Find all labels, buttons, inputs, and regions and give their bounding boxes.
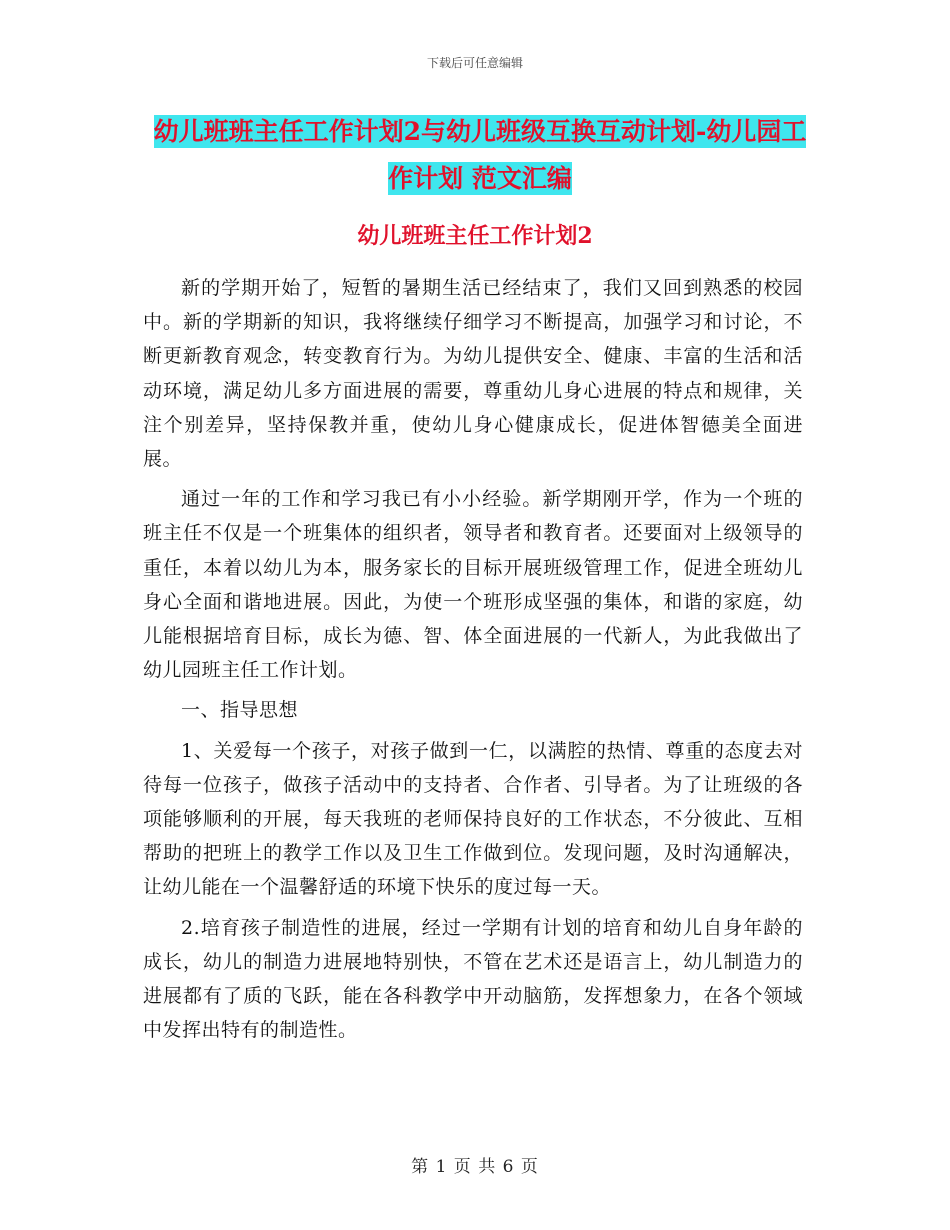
section-title: 幼儿班班主任工作计划2 <box>357 223 593 249</box>
heading-guiding-ideology: 一、指导思想 <box>181 699 299 722</box>
document-body <box>143 271 803 1053</box>
page-number-footer: 第 1 页 共 6 页 <box>411 1157 539 1177</box>
document-title-text: 幼儿班班主任工作计划2与幼儿班级互换互动计划-幼儿园工作计划 范文汇编 <box>153 117 807 193</box>
page-header-note: 下载后可任意编辑 <box>426 56 523 70</box>
paragraph-experience: 通过一年的工作和学习我已有小小经验。新学期刚开学，作为一个班的班主任不仅是一个班集体的组织者，领导者和教育者。还要面对上级领导的重任，本着以幼儿为本，服务家长的目标开展班级管理工作，促进全班幼儿身心全面和谐地进展。因此，为使一个班形成坚强的集体，和谐的家庭，幼儿能根据培育目标，成长为德、智、体全面进展的一代新人，为此我做出了幼儿园班主任工作计划。 <box>143 488 803 682</box>
paragraph-point-1: 1、关爱每一个孩子，对孩子做到一仁，以满腔的热情、尊重的态度去对待每一位孩子，做孩子活动中的支持者、合作者、引导者。为了让班级的各项能够顺利的开展，每天我班的老师保持良好的工作状态，不分彼此、互相帮助的把班上的教学工作以及卫生工作做到位。发现问题，及时沟通解决，让幼儿能在一个温馨舒适的环境下快乐的度过每一天。 <box>143 739 803 899</box>
paragraph-point-2: 2.培育孩子制造性的进展，经过一学期有计划的培育和幼儿自身年龄的成长，幼儿的制造力进展地特别快，不管在艺术还是语言上，幼儿制造力的进展都有了质的飞跃，能在各科教学中开动脑筋，发挥想象力，在各个领域中发挥出特有的制造性。 <box>143 916 803 1042</box>
paragraph-intro: 新的学期开始了，短暂的暑期生活已经结束了，我们又回到熟悉的校园中。新的学期新的知识，我将继续仔细学习不断提高，加强学习和讨论，不断更新教育观念，转变教育行为。为幼儿提供安全、健康、丰富的生活和活动环境，满足幼儿多方面进展的需要，尊重幼儿身心进展的特点和规律，关注个别差异，坚持保教并重，使幼儿身心健康成长，促进体智德美全面进展。 <box>143 277 803 471</box>
document-title <box>150 108 810 202</box>
